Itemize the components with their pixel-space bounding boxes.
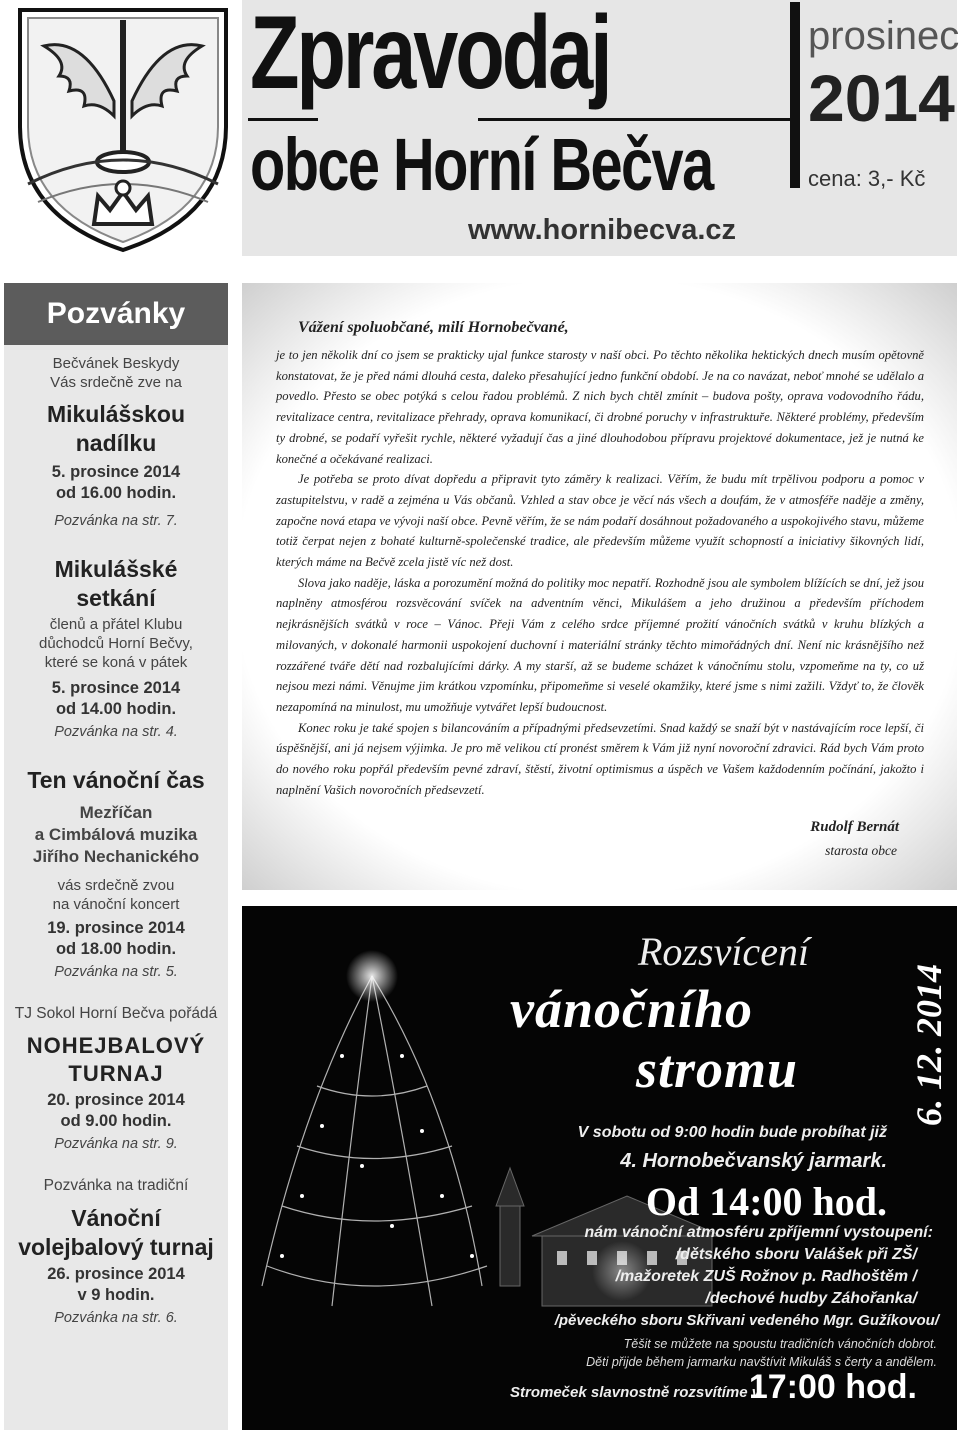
letter-body [276, 345, 924, 800]
issue-year: 2014 [808, 61, 955, 135]
masthead [242, 0, 960, 256]
masthead-divider [790, 2, 800, 188]
event-date: 5. prosince 2014 [51, 679, 181, 697]
event-title: Mikulášskou [46, 401, 186, 427]
newsletter-subtitle: obce Horní Bečva [250, 123, 713, 206]
event-time: od 9.00 hodin. [60, 1112, 172, 1130]
event-time: v 9 hodin. [77, 1286, 155, 1304]
sidebar-heading: Pozvánky [4, 283, 228, 345]
event-title: TURNAJ [68, 1061, 164, 1086]
title-divider-left [248, 118, 318, 121]
event-invite-text: Pozvánka na tradiční [43, 1177, 189, 1194]
poster-performer: /pěveckého sboru Skřivani vedeného Mgr. Gužíkovou/ [554, 1312, 939, 1329]
poster-text: Děti přijde během jarmarku navštívit Mikuláš s čerty a andělem. [586, 1355, 937, 1369]
letter-greeting: Vážení spoluobčané, milí Hornobečvané, [298, 319, 569, 336]
event-title: setkání [76, 585, 156, 611]
mayor-letter [242, 283, 957, 890]
title-divider-right [478, 118, 798, 121]
event-performers: Jiřího Nechanického [32, 847, 200, 866]
event-date: 5. prosince 2014 [51, 463, 181, 481]
event-organizer: Bečvánek Beskydy [52, 355, 180, 372]
poster-text: Stromeček slavnostně rozsvítíme v [510, 1384, 761, 1401]
event-invite-text: vás srdečně zvou [57, 877, 175, 894]
event-title: NOHEJBALOVÝ [26, 1033, 206, 1058]
event-performers: a Cimbálová muzika [34, 825, 198, 844]
poster-performer: /dechové hudby Záhořanka/ [705, 1290, 917, 1307]
poster-start-time: Od 14:00 hod. [645, 1179, 887, 1224]
event-date: 20. prosince 2014 [47, 1091, 185, 1109]
poster-text: V sobotu od 9:00 hodin bude probíhat již [577, 1124, 887, 1141]
poster-text: nám vánoční atmosféru zpříjemní vystoupení: [584, 1224, 933, 1241]
letter-paragraph: Konec roku je také spojen s bilancováním a případnými předsevzetími. Snad každý se snaží být v nastávajícím roce lepší, či úspěšnější, ani já nejsem výjimka. Je pro mě velikou ctí pronést směrem k Vám již nyní novoroční zdravici. Rád bych Vám proto do nového roku popřál především pevné zdraví, štěstí, životní optimismus a úspěch ve Vašem každodenním počínání, jakožto i naplnění Vašich novoročních předsevzetí. [276, 720, 924, 797]
event-description: které se koná v pátek [44, 654, 188, 671]
poster-date: 6. 12. 2014 [909, 964, 949, 1126]
event-volejbalovy-turnaj [4, 1176, 228, 1328]
event-time: od 14.00 hodin. [55, 700, 177, 718]
event-nohejbalovy-turnaj [4, 1004, 228, 1154]
event-date: 19. prosince 2014 [47, 919, 185, 937]
event-page-ref: Pozvánka na str. 4. [54, 724, 178, 740]
municipality-crest-logo [14, 6, 232, 254]
event-page-ref: Pozvánka na str. 9. [54, 1136, 178, 1152]
website-link[interactable]: www.hornibecva.cz [468, 214, 737, 246]
signer-role: starosta obce [825, 843, 897, 858]
event-page-ref: Pozvánka na str. 7. [54, 513, 178, 529]
tree-lighting-poster [242, 906, 957, 1430]
event-title: Mikulášské [54, 556, 178, 582]
event-performers: Mezříčan [79, 803, 153, 822]
event-invite-text: na vánoční koncert [52, 896, 180, 913]
letter-signature: Rudolf Bernát [810, 819, 899, 835]
event-description: členů a přátel Klubu [49, 616, 183, 633]
poster-lighting-time: 17:00 hod. [748, 1368, 917, 1406]
invitations-sidebar [4, 283, 228, 1430]
issue-price: cena: 3,- Kč [808, 166, 926, 191]
newsletter-title: Zpravodaj [250, 0, 610, 111]
event-title: nadílku [75, 430, 157, 456]
poster-text: Těšit se můžete na spoustu tradičních vánočních dobrot. [623, 1337, 937, 1351]
event-time: od 18.00 hodin. [55, 940, 177, 958]
event-page-ref: Pozvánka na str. 6. [54, 1310, 178, 1326]
event-description: důchodců Horní Bečvy, [39, 635, 193, 652]
letter-paragraph: Slova jako naděje, láska a porozumění možná do politiky moc nepatří. Rozhodně jsou ale symbolem blížících se dní, jež jsou naplněny atmosférou rozsvěcování svíček na adventním věnci, Mikulášem a jeho družinou a především příchodem nejkrásnějších svátků v roce – Vánoc. Přeji Vám z celého srdce příjemné prožití vánočních svátků v kruhu blízkých a milovaných, v dokonalé harmonii uspokojení duchovní i materiální stránky těchto mimořádných dní. Není nic krásnějšího než rozzářené tváře dětí nad rozbalujícími dárky. A my starší, až se budeme scházet k vánočnímu stolu, vzpomeňme na ty, co už nejsou mezi námi. Věnujme jim krátkou vzpomínku, připomeňme si veselé okamžiky, které jsme s nimi zažili. Vždyť to, že člověk nezapomíná na minulost, mu umožňuje vytvářet lepší budoucnost. [276, 575, 924, 714]
poster-title-line1: Rozsvícení [638, 929, 810, 974]
event-page-ref: Pozvánka na str. 5. [54, 964, 178, 980]
event-invite-text: Vás srdečně zve na [50, 374, 182, 391]
event-mikulasske-setkani [4, 555, 228, 742]
event-date: 26. prosince 2014 [47, 1265, 185, 1283]
event-ten-vanocni-cas [4, 766, 228, 982]
event-title: volejbalový turnaj [18, 1234, 214, 1260]
event-time: od 16.00 hodin. [55, 484, 177, 502]
event-organizer: TJ Sokol Horní Bečva pořádá [14, 1005, 218, 1022]
poster-title-line2: vánočního [510, 979, 754, 1039]
letter-paragraph: Je potřeba se proto dívat dopředu a připravit tyto záměry k realizaci. Věřím, že budu mít trpělivou podporu a pomoc v zastupitelstvu, v radě a zejména u Vás občanů. Vzhled a stav obce je věcí nás všech a doufám, že v atmosféře naděje a změny, započne nová etapa ve vývoji naší obce. Pevně věřím, že se nám podaří dosáhnout požadovaného a uspokojivého stavu, můžeme totiž čerpat nejen z bohaté kulturně-společenské tradice, ale především můžeme využít schopností a iniciativy šikovných lidí, kterých máme na Bečvě zcela jistě víc než dost. [276, 472, 924, 570]
issue-month: prosinec [808, 14, 960, 58]
event-title: Ten vánoční čas [27, 767, 205, 793]
event-title: Vánoční [71, 1205, 161, 1231]
poster-title-line3: stromu [636, 1039, 799, 1099]
letter-paragraph: je to jen několik dní co jsem se prakticky ujal funkce starosty v naší obci. Po těchto několika hektických dnech musím opětovně konstatovat, že je před námi dlouhá cesta, daleko přesahující jedno funkční období. Je na co navázat, neboť mnohé se udělalo a povedlo. Přesto se obec potýká s celou řadou problémů. Z nich bych chtěl zmínit – budova pošty, oprava vodovodního řádu, revitalizace centra, revitalizace přehrady, oprava komunikací, či drobné poruchy v infrastruktuře. Některé problémy, především ty drobné, se podaří vyřešit rychle, některé vyžadují čas a jiné dlouhodobou přípravu projektové dokumentace, jež je nutná ke konečné a očekávané realizaci. [276, 348, 924, 466]
poster-performer: /dětského sboru Valášek při ZŠ/ [675, 1246, 917, 1263]
poster-performer: /mažoretek ZUŠ Rožnov p. Radhoštěm / [615, 1268, 917, 1285]
event-mikulasska-nadilka [4, 354, 228, 531]
poster-text: 4. Hornobečvanský jarmark. [620, 1150, 887, 1172]
